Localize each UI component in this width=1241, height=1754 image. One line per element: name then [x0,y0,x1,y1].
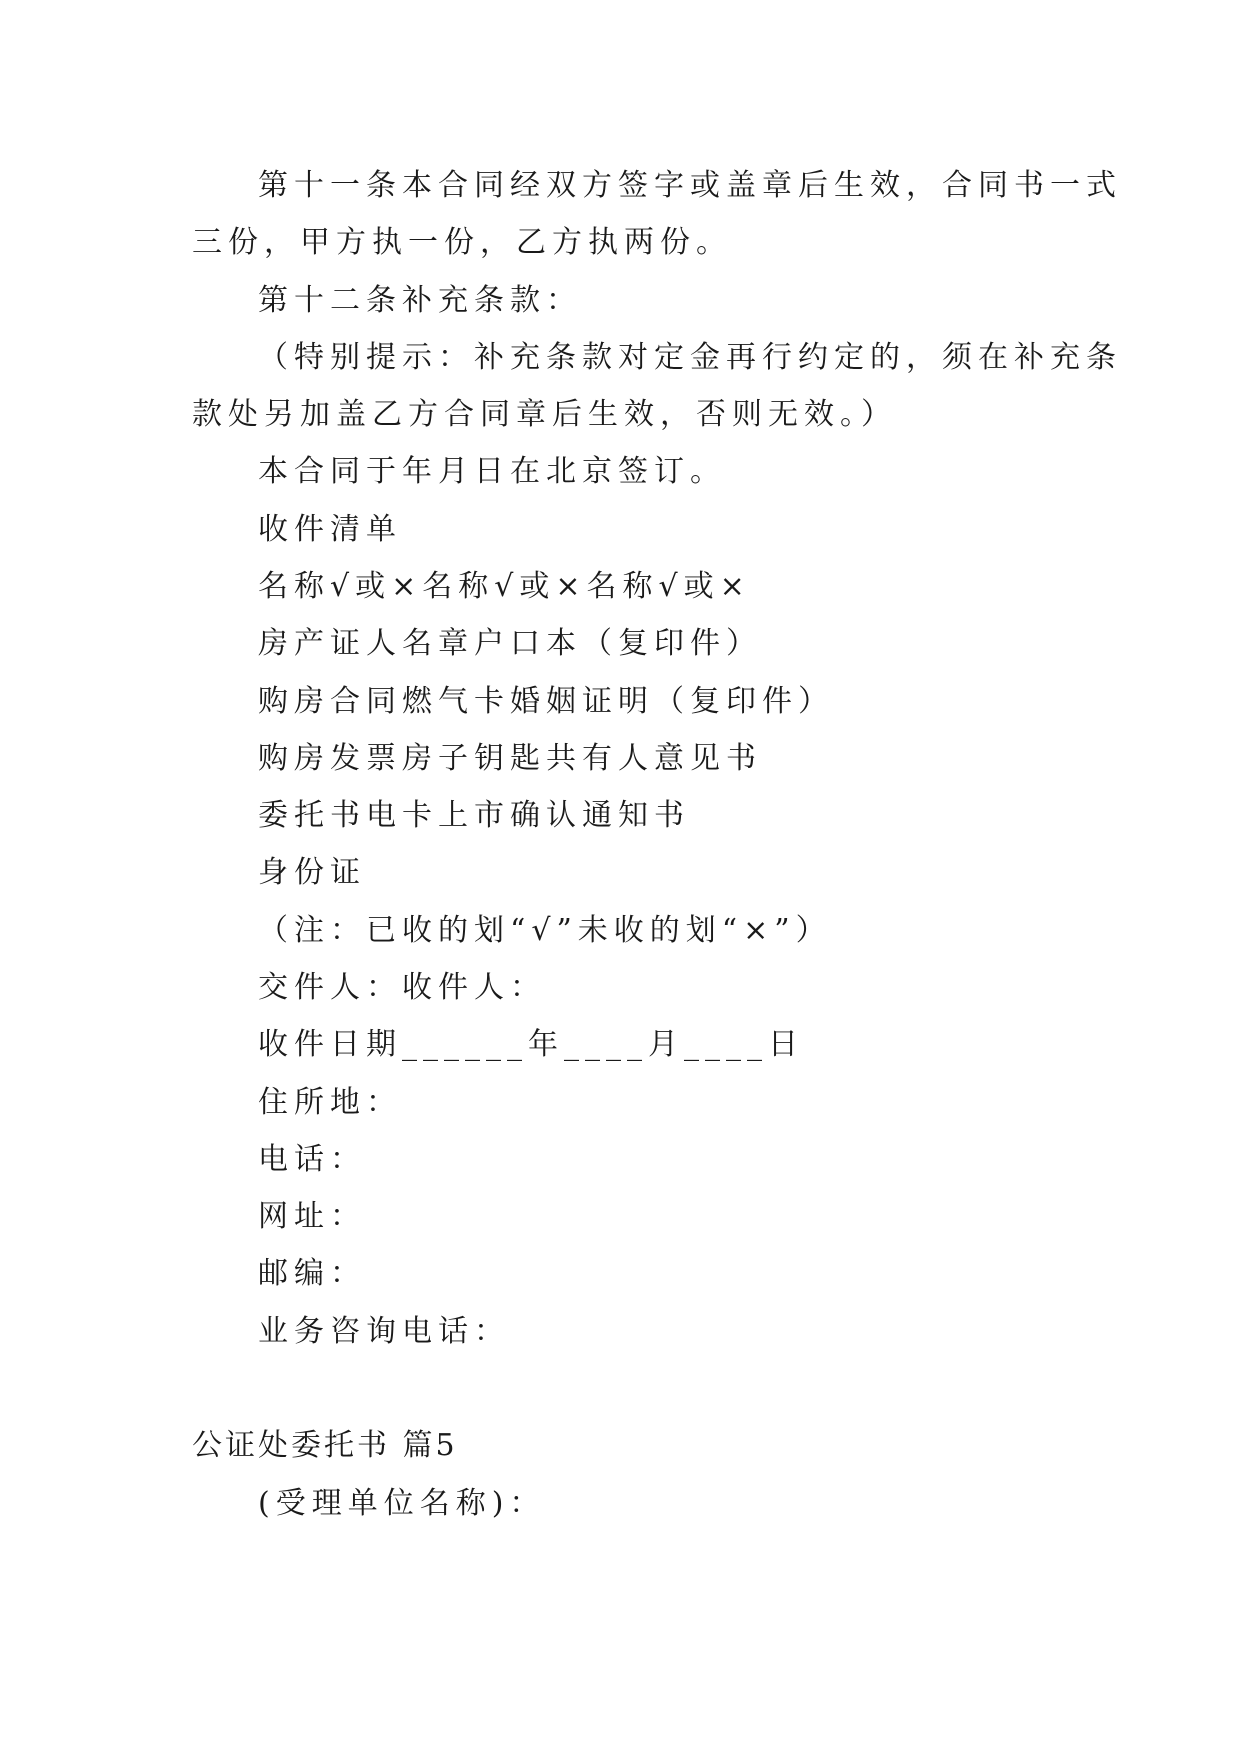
paragraph-special-note-line-1: （特别提示：补充条款对定金再行约定的，须在补充条 [258,340,1122,375]
accepting-unit-line: (受理单位名称)： [258,1486,546,1521]
receipt-list-heading: 收件清单 [258,512,402,547]
receipt-list-row-1: 房产证人名章户口本（复印件） [258,626,762,661]
paragraph-signing-date: 本合同于年月日在北京签订。 [258,454,726,489]
paragraph-special-note-line-2: 款处另加盖乙方合同章后生效，否则无效。） [192,397,897,432]
phone-line: 电话： [258,1142,366,1177]
receipt-list-row-2: 购房合同燃气卡婚姻证明（复印件） [258,684,834,719]
paragraph-article-11-line-2: 三份，甲方执一份，乙方执两份。 [192,225,732,260]
section-title: 公证处委托书 篇5 [192,1428,458,1463]
address-line: 住所地： [258,1085,402,1120]
business-inquiry-phone-line: 业务咨询电话： [258,1314,510,1349]
receipt-list-header-row: 名称√或×名称√或×名称√或× [258,569,751,604]
postcode-line: 邮编： [258,1256,366,1291]
paragraph-article-12: 第十二条补充条款： [258,283,582,318]
receipt-list-row-4: 委托书电卡上市确认通知书 [258,798,690,833]
deliverer-receiver-line: 交件人：收件人： [258,970,546,1005]
paragraph-article-11-line-1: 第十一条本合同经双方签字或盖章后生效，合同书一式 [258,168,1122,203]
receipt-list-row-5: 身份证 [258,855,366,890]
website-line: 网址： [258,1199,366,1234]
receipt-list-note: （注：已收的划“√”未收的划“×”） [258,913,832,948]
receipt-date-line: 收件日期______年____月____日 [258,1027,804,1062]
receipt-list-row-3: 购房发票房子钥匙共有人意见书 [258,741,762,776]
